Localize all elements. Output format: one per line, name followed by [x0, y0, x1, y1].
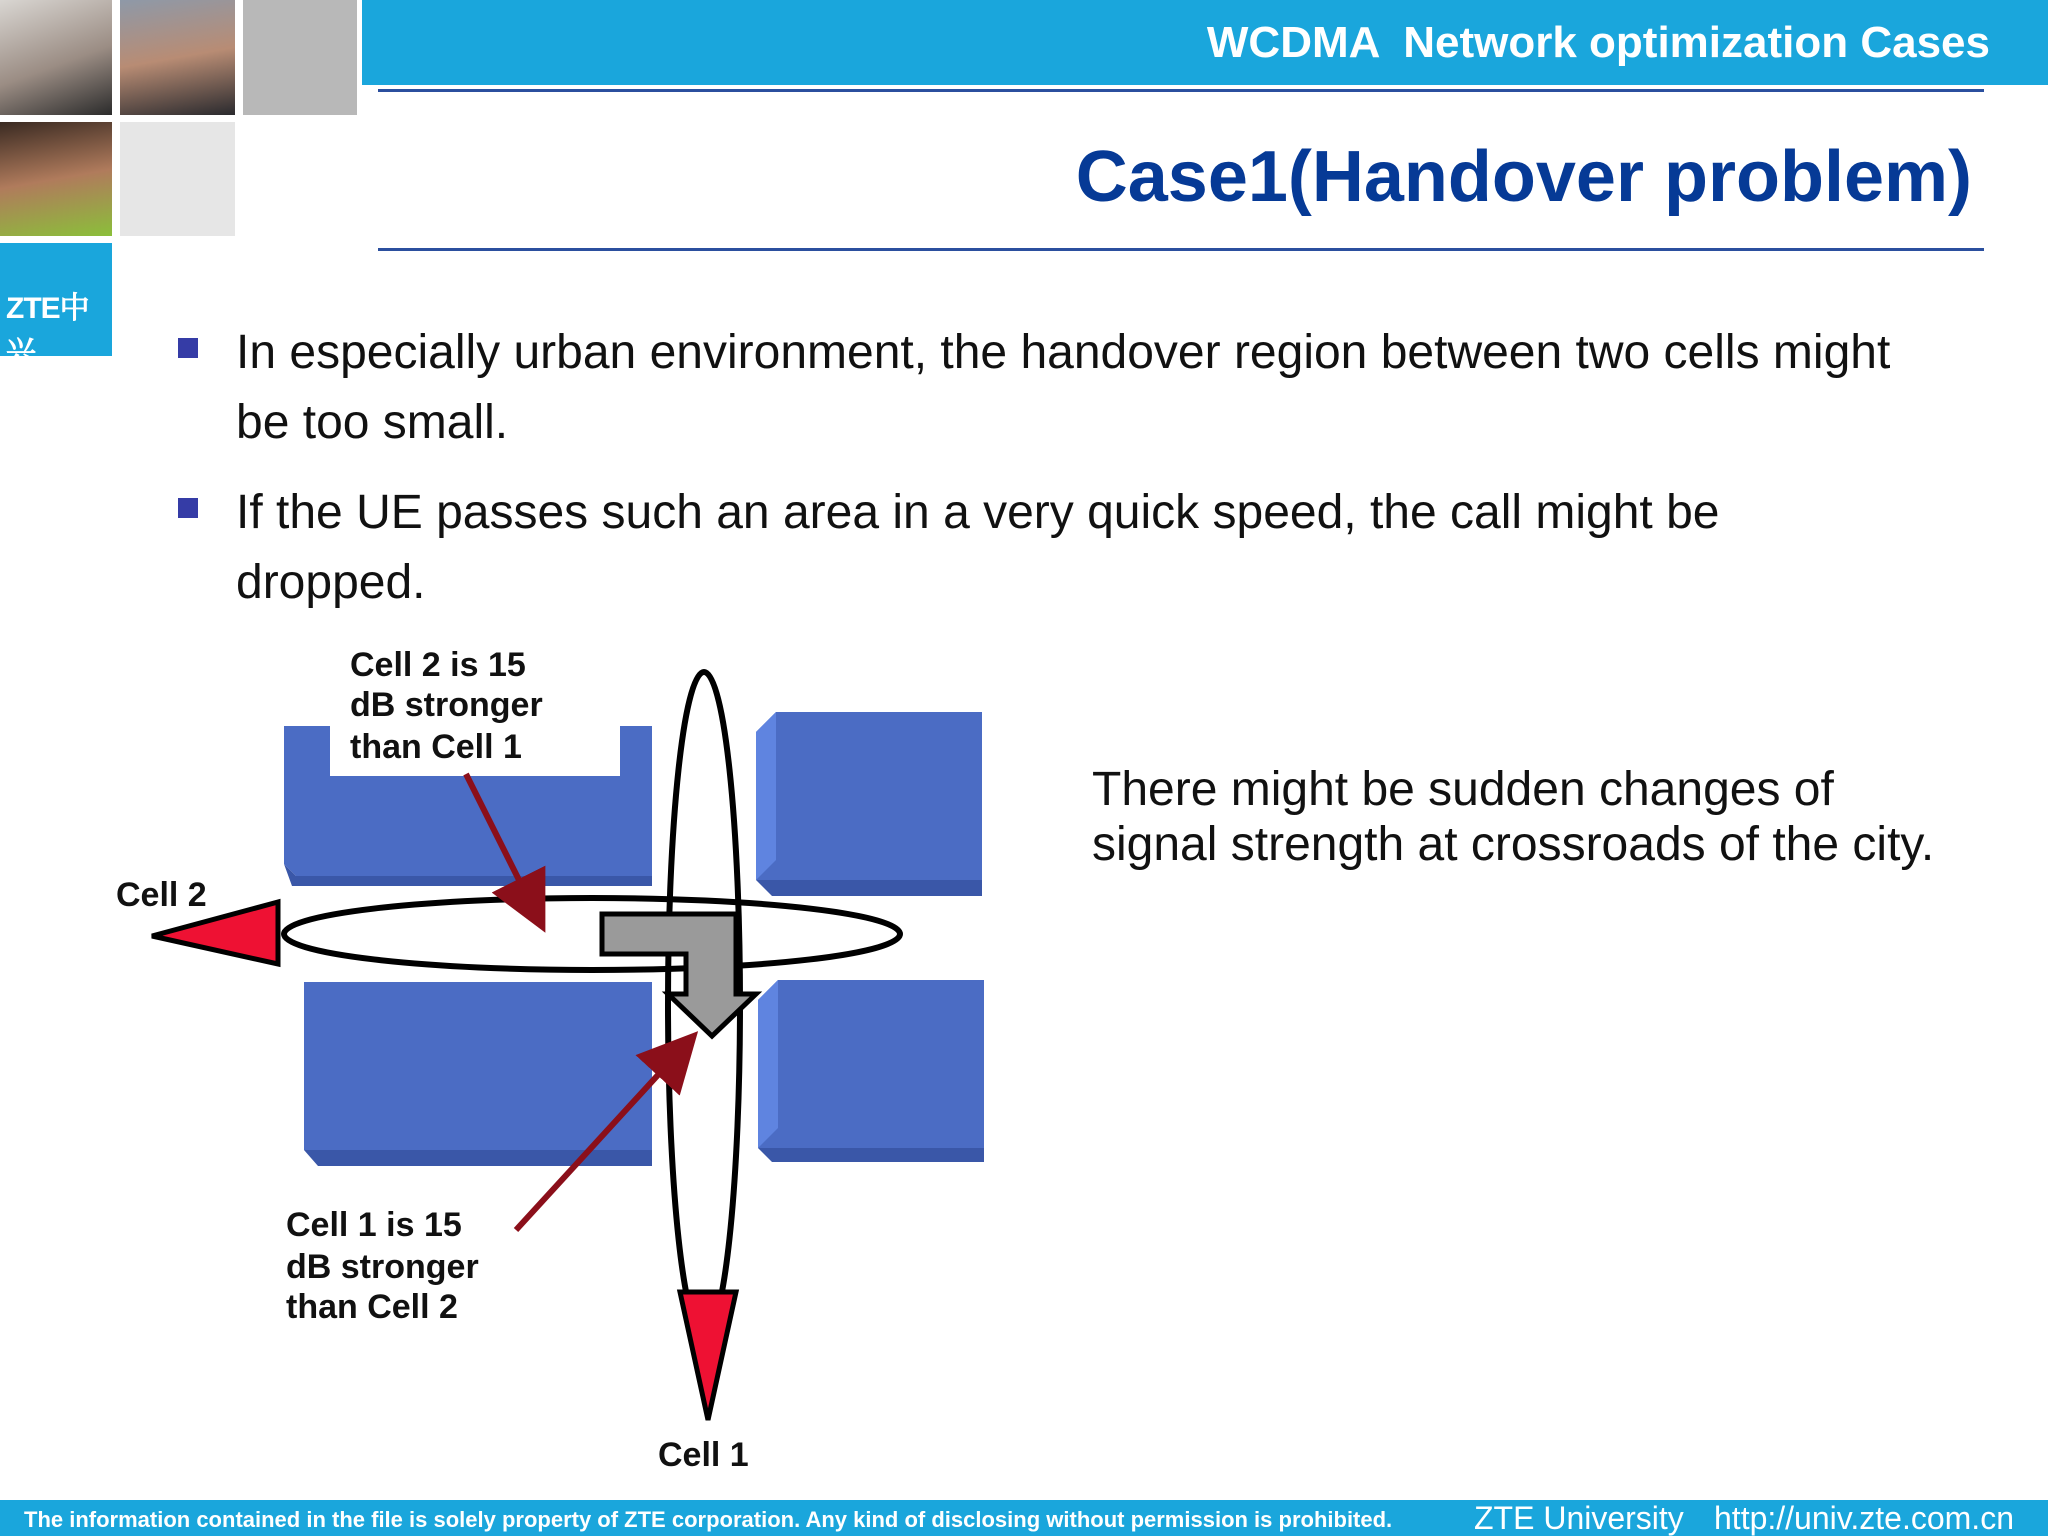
label-cell2-stronger — [350, 646, 552, 766]
label-cell1-stronger — [286, 1206, 488, 1326]
label-cell2: Cell 2 — [116, 876, 207, 914]
label-cell1-stronger-line3: than Cell 2 — [286, 1288, 458, 1326]
cell2-coverage-ellipse — [284, 898, 900, 970]
footer-notice: The information contained in the file is solely property of ZTE corporation. Any kind of disclosing without permission is prohibited. — [24, 1507, 1393, 1532]
label-cell2-stronger-line2: dB stronger — [350, 686, 543, 724]
label-cell2-stronger-line1: Cell 2 is 15 — [350, 646, 526, 684]
label-cell2-stronger-line3: than Cell 1 — [350, 728, 522, 766]
header-title: WCDMA Network optimization Cases — [1206, 18, 1990, 67]
label-cell1-stronger-line2: dB stronger — [286, 1248, 479, 1286]
zte-logo-text: ZTE中兴 — [6, 292, 89, 369]
label-cell1: Cell 1 — [658, 1436, 749, 1474]
building-top-right — [756, 712, 982, 896]
side-note-text: There might be sudden changes of signal strength at crossroads of the city. — [1092, 763, 1935, 871]
bullet-text-2: If the UE passes such an area in a very quick speed, the call might be dropped. — [236, 486, 1720, 609]
bullet-text-1: In especially urban environment, the handover region between two cells might be too small. — [236, 326, 1891, 449]
building-bottom-right — [758, 980, 984, 1162]
footer-university: ZTE University — [1474, 1500, 1684, 1536]
footer-url-link[interactable]: http://univ.zte.com.cn — [1714, 1500, 2014, 1536]
label-cell1-stronger-line1: Cell 1 is 15 — [286, 1206, 462, 1244]
cell1-direction-arrow — [680, 1292, 736, 1420]
slide-title: Case1(Handover problem) — [1075, 137, 1972, 217]
